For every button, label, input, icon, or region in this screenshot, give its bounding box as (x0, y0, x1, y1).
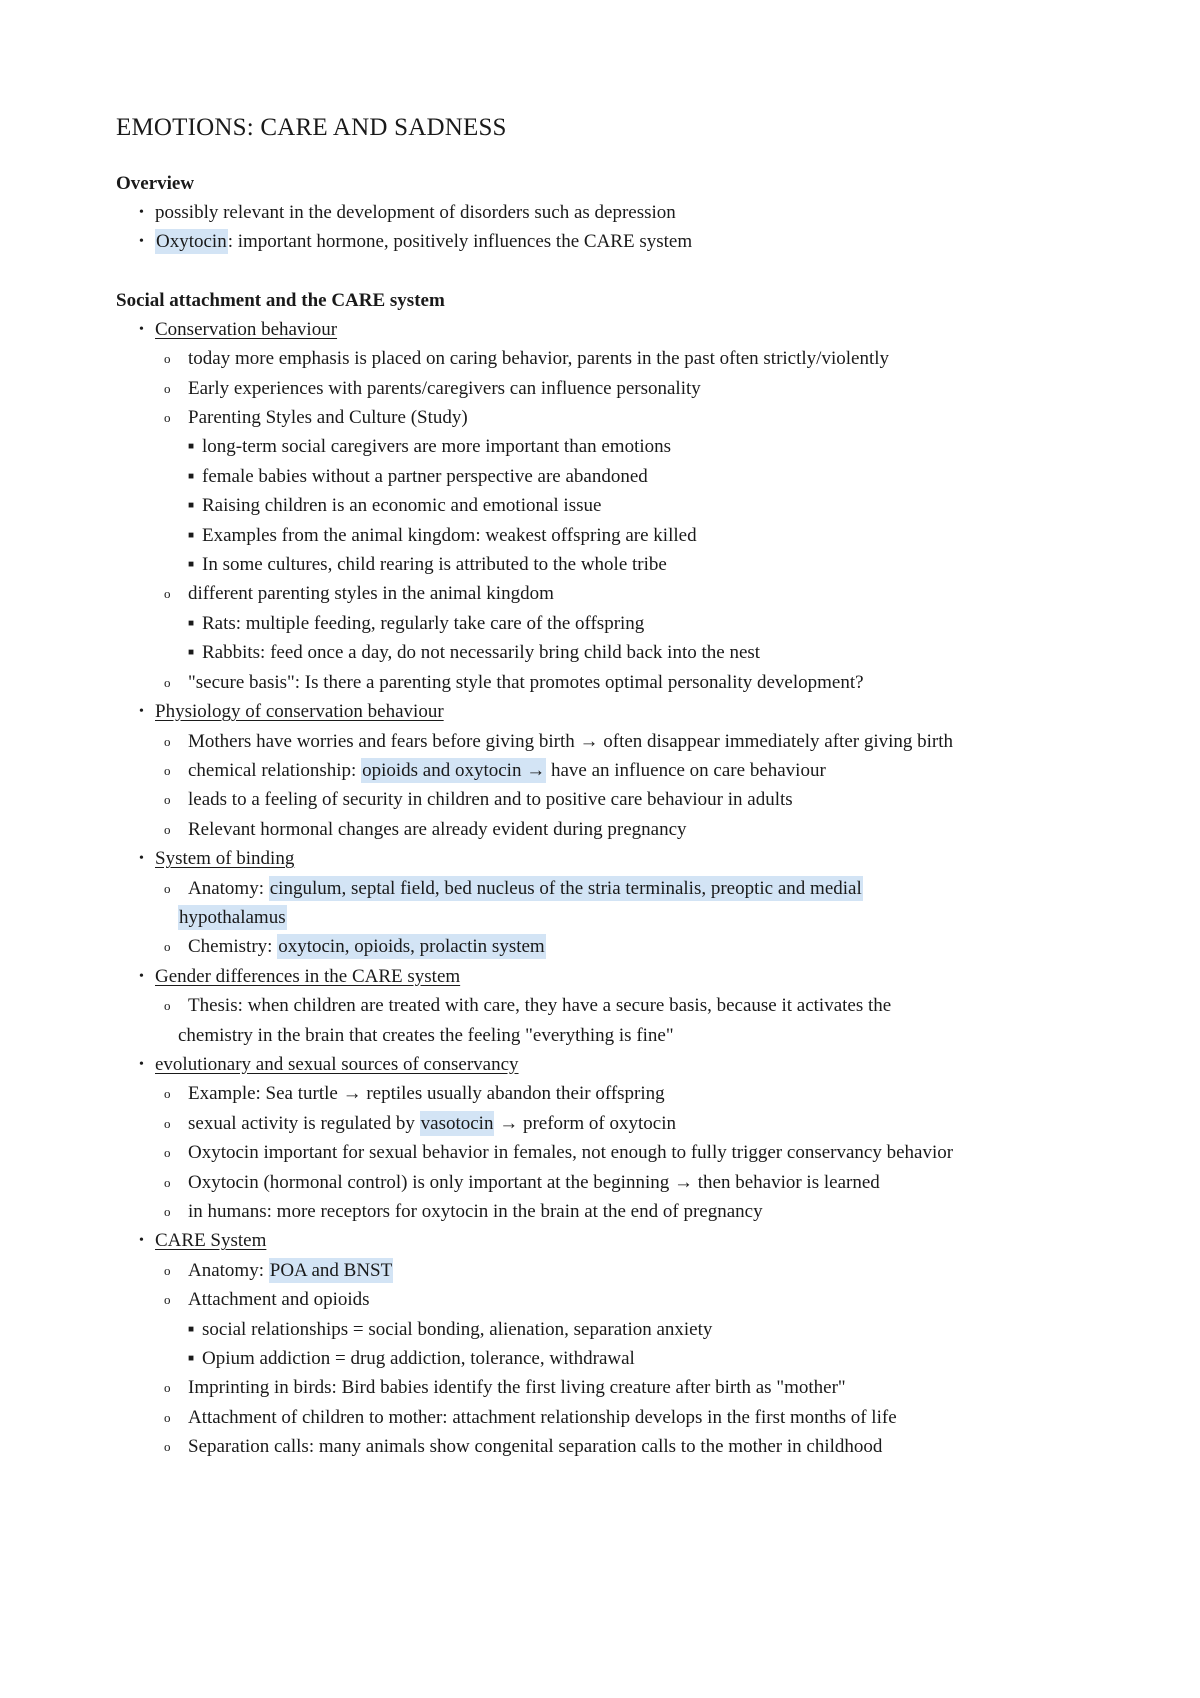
list-item: ■ Raising children is an economic and emotional issue (116, 491, 1116, 520)
bullet-icon: • (139, 1056, 144, 1072)
square-bullet-icon: ■ (188, 617, 195, 629)
square-bullet-icon: ■ (188, 441, 195, 453)
list-item (116, 844, 1116, 873)
circle-bullet-icon: o (164, 998, 171, 1014)
circle-bullet-icon: o (164, 792, 171, 808)
list-item (116, 1050, 1116, 1079)
bullet-icon: • (139, 321, 144, 337)
list-item: o Attachment of children to mother: attachment relationship develops in the first months of life (116, 1403, 1116, 1432)
bullet-icon: • (139, 704, 144, 720)
square-bullet-icon: ■ (188, 559, 195, 571)
circle-bullet-icon: o (164, 762, 171, 778)
list-item: o "secure basis": Is there a parenting style that promotes optimal personality development? (116, 668, 1116, 697)
list-item: o different parenting styles in the animal kingdom (116, 579, 1116, 608)
circle-bullet-icon: o (164, 410, 171, 426)
list-item: o Relevant hormonal changes are already evident during pregnancy (116, 815, 1116, 844)
circle-bullet-icon: o (164, 1174, 171, 1190)
list-item: o Mothers have worries and fears before giving birth → often disappear immediately after giving birth (116, 727, 1116, 756)
circle-bullet-icon: o (164, 880, 171, 896)
list-item (116, 315, 1116, 344)
bullet-icon: • (139, 234, 144, 250)
circle-bullet-icon: o (164, 1086, 171, 1102)
highlight: vasotocin (420, 1112, 494, 1134)
subheading-gender: Gender differences in the CARE system (155, 965, 461, 987)
heading-overview: Overview (116, 173, 195, 194)
circle-bullet-icon: o (164, 939, 171, 955)
circle-bullet-icon: o (164, 380, 171, 396)
highlight: hypothalamus (179, 906, 286, 928)
list-item: o Anatomy: cingulum, septal field, bed nucleus of the stria terminalis, preoptic and medial (116, 874, 1116, 903)
list-item: ■ In some cultures, child rearing is attributed to the whole tribe (116, 550, 1116, 579)
square-bullet-icon: ■ (188, 647, 195, 659)
list-item: ■ social relationships = social bonding, alienation, separation anxiety (116, 1315, 1116, 1344)
list-item: ■ Rats: multiple feeding, regularly take care of the offspring (116, 609, 1116, 638)
bullet-icon: • (139, 851, 144, 867)
circle-bullet-icon: o (164, 1409, 171, 1425)
list-item: o Example: Sea turtle → reptiles usually abandon their offspring (116, 1079, 1116, 1108)
bullet-icon: • (139, 1233, 144, 1249)
list-item: o Parenting Styles and Culture (Study) (116, 403, 1116, 432)
highlight: cingulum, septal field, bed nucleus of the stria terminalis, preoptic and medial (269, 877, 862, 899)
bullet-icon: • (139, 968, 144, 984)
list-item: o leads to a feeling of security in children and to positive care behaviour in adults (116, 785, 1116, 814)
document-page (116, 114, 1116, 1462)
list-item: ■ female babies without a partner perspective are abandoned (116, 462, 1116, 491)
list-item: • Oxytocin: important hormone, positively influences the CARE system (116, 227, 1116, 256)
circle-bullet-icon: o (164, 1145, 171, 1161)
list-item (116, 697, 1116, 726)
subheading-binding: System of binding (155, 848, 295, 870)
highlight: oxytocin, opioids, prolactin system (278, 936, 545, 958)
list-item: o today more emphasis is placed on caring behavior, parents in the past often strictly/violently (116, 344, 1116, 373)
square-bullet-icon: ■ (188, 500, 195, 512)
list-item: o Early experiences with parents/caregivers can influence personality (116, 374, 1116, 403)
list-item: • possibly relevant in the development of disorders such as depression (116, 198, 1116, 227)
list-item: o Thesis: when children are treated with care, they have a secure basis, because it activates the (116, 991, 1116, 1020)
document-title: EMOTIONS: CARE AND SADNESS (116, 114, 507, 141)
list-item: ■ long-term social caregivers are more important than emotions (116, 432, 1116, 461)
subheading-evolutionary: evolutionary and sexual sources of conservancy (155, 1053, 519, 1075)
list-item-continuation (116, 903, 1116, 932)
square-bullet-icon: ■ (188, 1323, 195, 1335)
subheading-conservation: Conservation behaviour (155, 318, 338, 340)
circle-bullet-icon: o (164, 1292, 171, 1308)
list-item: o chemical relationship: opioids and oxytocin → have an influence on care behaviour (116, 756, 1116, 785)
highlight: Oxytocin (156, 231, 227, 253)
heading-social-attachment: Social attachment and the CARE system (116, 289, 445, 311)
list-item: o Chemistry: oxytocin, opioids, prolactin system (116, 932, 1116, 961)
square-bullet-icon: ■ (188, 1353, 195, 1365)
list-item: ■ Opium addiction = drug addiction, tolerance, withdrawal (116, 1344, 1116, 1373)
list-item (116, 962, 1116, 991)
circle-bullet-icon: o (164, 1380, 171, 1396)
highlight: POA and BNST (269, 1259, 393, 1281)
list-item-continuation: chemistry in the brain that creates the feeling "everything is fine" (178, 1024, 674, 1046)
list-item (116, 1226, 1116, 1255)
circle-bullet-icon: o (164, 1262, 171, 1278)
list-item: o Oxytocin (hormonal control) is only important at the beginning → then behavior is learned (116, 1168, 1116, 1197)
square-bullet-icon: ■ (188, 470, 195, 482)
list-item: o Anatomy: POA and BNST (116, 1256, 1116, 1285)
highlight: opioids and oxytocin → (362, 759, 546, 781)
list-item: o Attachment and opioids (116, 1285, 1116, 1314)
circle-bullet-icon: o (164, 1204, 171, 1219)
bullet-icon: • (139, 205, 144, 220)
subheading-care-system: CARE System (155, 1230, 267, 1252)
circle-bullet-icon: o (164, 1115, 171, 1131)
circle-bullet-icon: o (164, 674, 171, 690)
square-bullet-icon: ■ (188, 529, 195, 541)
list-item: ■ Examples from the animal kingdom: weakest offspring are killed (116, 521, 1116, 550)
circle-bullet-icon: o (164, 351, 171, 367)
list-item: o sexual activity is regulated by vasotocin → preform of oxytocin (116, 1109, 1116, 1138)
subheading-physiology: Physiology of conservation behaviour (155, 701, 444, 723)
list-item: o Separation calls: many animals show congenital separation calls to the mother in childhood (116, 1432, 1116, 1461)
list-item: o in humans: more receptors for oxytocin in the brain at the end of pregnancy (116, 1197, 1116, 1226)
circle-bullet-icon: o (164, 586, 171, 602)
circle-bullet-icon: o (164, 1439, 171, 1455)
circle-bullet-icon: o (164, 821, 171, 837)
circle-bullet-icon: o (164, 733, 171, 749)
list-item: o Imprinting in birds: Bird babies identify the first living creature after birth as "mother" (116, 1373, 1116, 1402)
list-item: ■ Rabbits: feed once a day, do not necessarily bring child back into the nest (116, 638, 1116, 667)
list-item: o Oxytocin important for sexual behavior in females, not enough to fully trigger conservancy behavior (116, 1138, 1116, 1167)
